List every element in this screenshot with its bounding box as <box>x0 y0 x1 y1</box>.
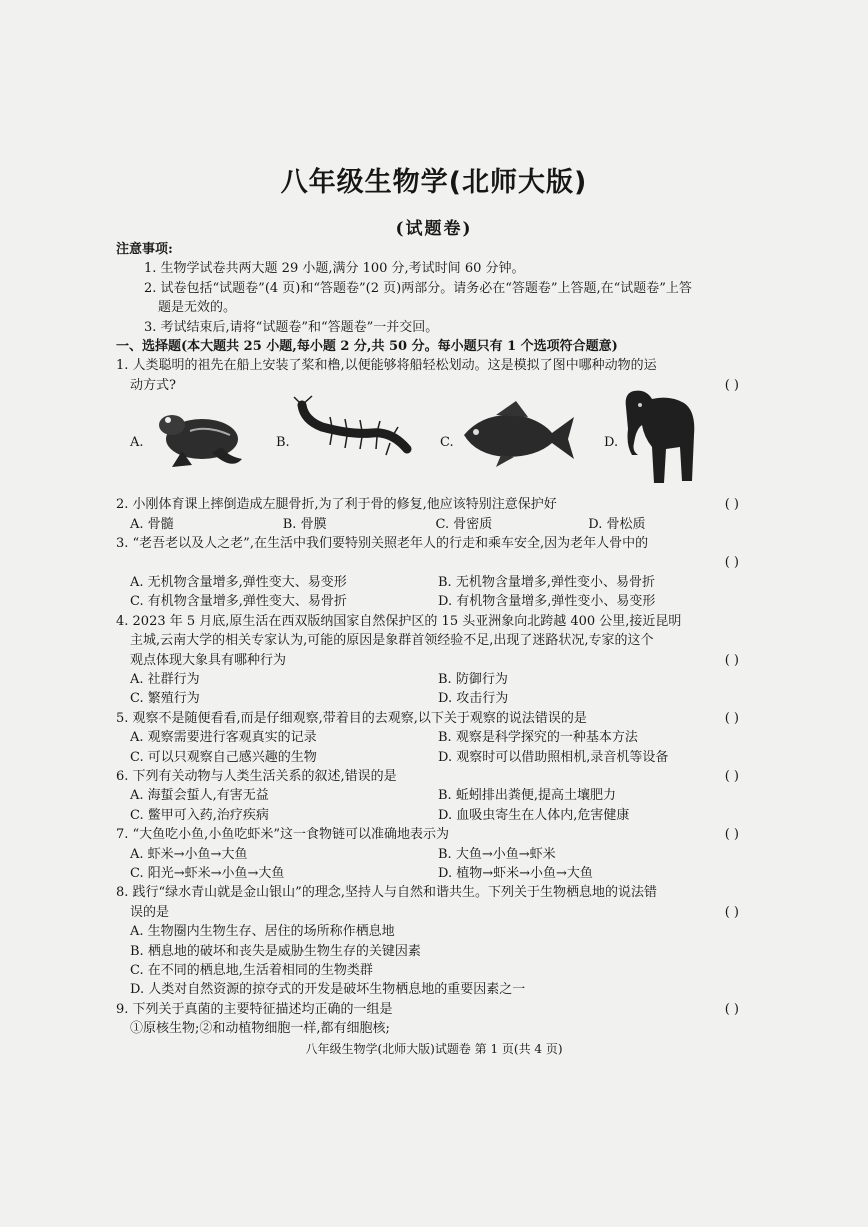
option-c: C. 繁殖行为 <box>130 691 200 707</box>
question-1-images <box>116 395 741 495</box>
answer-bracket: ( ) <box>724 1001 739 1017</box>
option-d: D. 有机物含量增多,弹性变小、易变形 <box>438 594 656 610</box>
answer-bracket: ( ) <box>724 652 739 668</box>
option-a: A. 虾米→小鱼→大鱼 <box>130 846 248 862</box>
question-5-stem <box>116 709 741 728</box>
option-label-c: C. <box>440 435 454 451</box>
notice-item: 题是无效的。 <box>158 300 237 316</box>
question-6-options <box>116 806 741 825</box>
question-4-text: 4. 2023 年 5 月底,原生活在西双版纳国家自然保护区的 15 头亚洲象向北跨越 400 公里,接近昆明 <box>116 613 682 629</box>
notice-item: 3. 考试结束后,请将“试题卷”和“答题卷”一并交回。 <box>144 319 439 335</box>
notice-item: 2. 试卷包括“试题卷”(4 页)和“答题卷”(2 页)两部分。请务必在“答题卷”上答题,在“试题卷”上答 <box>144 280 692 296</box>
page-footer: 八年级生物学(北师大版)试题卷 第 1 页(共 4 页) <box>305 1042 563 1056</box>
question-8-line <box>116 903 741 922</box>
fish-image <box>456 399 576 469</box>
question-5-options <box>116 748 741 767</box>
notice-heading: 注意事项: <box>116 242 173 257</box>
question-6-options <box>116 786 741 805</box>
answer-bracket: ( ) <box>724 827 739 843</box>
question-2-stem <box>116 495 741 514</box>
option-a: A. 生物圈内生物生存、居住的场所称作栖息地 <box>130 924 395 940</box>
answer-bracket: ( ) <box>724 377 739 393</box>
option-c: C. 有机物含量增多,弹性变大、易骨折 <box>130 594 347 610</box>
question-7-stem <box>116 825 741 844</box>
option-a: A. 骨髓 <box>130 516 174 532</box>
option-b: B. 观察是科学探究的一种基本方法 <box>438 730 638 746</box>
answer-bracket: ( ) <box>724 710 739 726</box>
option-c: C. 可以只观察自己感兴趣的生物 <box>130 749 317 765</box>
option-b: B. 无机物含量增多,弹性变小、易骨折 <box>438 574 655 590</box>
elephant-image <box>622 385 702 489</box>
question-6-stem <box>116 767 741 786</box>
question-9-stem <box>116 1000 741 1019</box>
option-b: B. 大鱼→小鱼→虾米 <box>438 846 556 862</box>
option-a: A. 海蜇会蜇人,有害无益 <box>130 788 269 804</box>
answer-bracket: ( ) <box>724 768 739 784</box>
question-3-text: 3. “老吾老以及人之老”,在生活中我们要特别关照老年人的行走和乘车安全,因为老年人骨中的 <box>116 536 649 552</box>
answer-bracket: ( ) <box>724 497 739 513</box>
question-4-options <box>116 670 741 689</box>
option-a: A. 社群行为 <box>130 671 200 687</box>
question-8-text: 误的是 <box>130 904 170 920</box>
section-heading: 一、选择题(本大题共 25 小题,每小题 2 分,共 50 分。每小题只有 1 个选项符合题意) <box>116 339 618 355</box>
question-5-options <box>116 728 741 747</box>
question-6-text: 6. 下列有关动物与人类生活关系的叙述,错误的是 <box>116 768 397 784</box>
question-2-text: 2. 小刚体育课上摔倒造成左腿骨折,为了利于骨的修复,他应该特别注意保护好 <box>116 497 557 513</box>
question-7-text: 7. “大鱼吃小鱼,小鱼吃虾米”这一食物链可以准确地表示为 <box>116 827 449 843</box>
question-4-options <box>116 689 741 708</box>
question-2-options <box>116 515 741 534</box>
answer-bracket: ( ) <box>724 555 739 571</box>
option-c: C. 阳光→虾米→小鱼→大鱼 <box>130 865 285 881</box>
question-4-line <box>116 651 741 670</box>
option-d: D. 攻击行为 <box>438 691 509 707</box>
frog-image <box>152 401 247 471</box>
exam-content <box>116 240 741 1039</box>
option-d: D. 骨松质 <box>588 516 646 532</box>
question-9-text: 9. 下列关于真菌的主要特征描述均正确的一组是 <box>116 1001 393 1017</box>
question-7-options <box>116 864 741 883</box>
option-c: C. 骨密质 <box>435 516 493 532</box>
option-d: D. 植物→虾米→小鱼→大鱼 <box>438 865 593 881</box>
option-a: A. 观察需要进行客观真实的记录 <box>130 730 317 746</box>
option-b: B. 蚯蚓排出粪便,提高土壤肥力 <box>438 788 616 804</box>
option-label-d: D. <box>604 435 619 451</box>
question-7-options <box>116 845 741 864</box>
question-3-answer-line <box>116 553 741 572</box>
page-title: 八年级生物学(北师大版) <box>280 167 588 198</box>
option-b: B. 骨膜 <box>282 516 327 532</box>
option-d: D. 人类对自然资源的掠夺式的开发是破坏生物栖息地的重要因素之一 <box>130 982 526 998</box>
question-1-text: 动方式? <box>130 377 176 393</box>
option-label-a: A. <box>130 435 144 451</box>
option-b: B. 栖息地的破坏和丧失是威胁生物生存的关键因素 <box>130 943 421 959</box>
question-1-line: 1. 人类聪明的祖先在船上安装了桨和橹,以便能够将船轻松划动。这是模拟了图中哪种动物的运 <box>116 358 657 374</box>
page-subtitle: (试题卷) <box>395 219 473 239</box>
question-3-options <box>116 592 741 611</box>
question-5-text: 5. 观察不是随便看看,而是仔细观察,带着目的去观察,以下关于观察的说法错误的是 <box>116 710 587 726</box>
question-8-text: 8. 践行“绿水青山就是金山银山”的理念,坚持人与自然和谐共生。下列关于生物栖息地的说法错 <box>116 885 657 901</box>
option-c: C. 在不同的栖息地,生活着相同的生物类群 <box>130 963 373 978</box>
question-9-text: ①原核生物;②和动植物细胞一样,都有细胞核; <box>130 1021 390 1037</box>
notice-item: 1. 生物学试卷共两大题 29 小题,满分 100 分,考试时间 60 分钟。 <box>144 261 525 277</box>
option-label-b: B. <box>276 435 290 451</box>
question-3-options <box>116 573 741 592</box>
option-d: D. 观察时可以借助照相机,录音机等设备 <box>438 749 669 765</box>
question-4-text: 观点体现大象具有哪种行为 <box>130 652 287 668</box>
option-d: D. 血吸虫寄生在人体内,危害健康 <box>438 807 630 823</box>
option-a: A. 无机物含量增多,弹性变大、易变形 <box>130 574 347 590</box>
option-b: B. 防御行为 <box>438 671 508 687</box>
question-4-text: 主城,云南大学的相关专家认为,可能的原因是象群首领经验不足,出现了迷路状况,专家的这个 <box>130 633 654 649</box>
centipede-image <box>292 395 417 465</box>
answer-bracket: ( ) <box>724 904 739 920</box>
option-c: C. 鳖甲可入药,治疗疾病 <box>130 807 269 823</box>
